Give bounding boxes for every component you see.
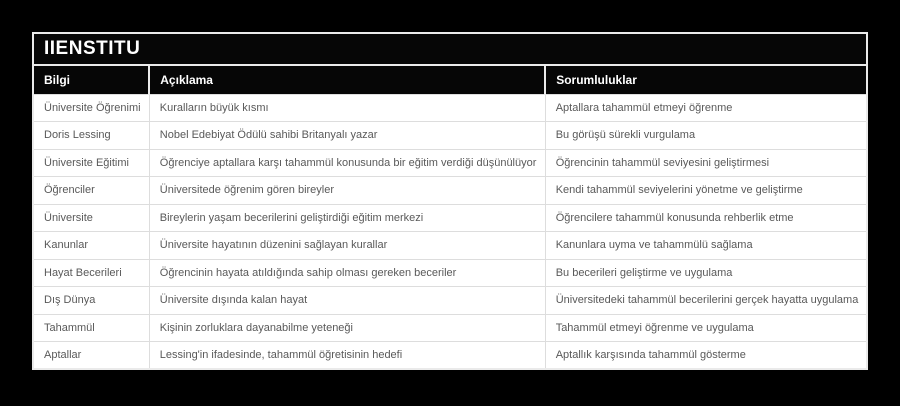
- table-cell: Kendi tahammül seviyelerini yönetme ve geliştirme: [545, 177, 867, 205]
- column-header-sorumluluklar: Sorumluluklar: [545, 65, 867, 94]
- table-cell: Üniversite dışında kalan hayat: [149, 287, 545, 315]
- table-row: [33, 259, 867, 287]
- table-row: [33, 342, 867, 370]
- table-cell: Aptallar: [33, 342, 149, 370]
- table-cell: Üniversite Eğitimi: [33, 149, 149, 177]
- table-cell: Üniversitede öğrenim gören bireyler: [149, 177, 545, 205]
- table-title: IIENSTITU: [33, 33, 867, 65]
- table-cell: Öğrencinin hayata atıldığında sahip olması gereken beceriler: [149, 259, 545, 287]
- table-cell: Kanunlar: [33, 232, 149, 260]
- table-cell: Tahammül etmeyi öğrenme ve uygulama: [545, 314, 867, 342]
- table-row: [33, 204, 867, 232]
- table-row: [33, 314, 867, 342]
- table-cell: Dış Dünya: [33, 287, 149, 315]
- table-row: [33, 232, 867, 260]
- table-cell: Aptallara tahammül etmeyi öğrenme: [545, 94, 867, 122]
- table-cell: Aptallık karşısında tahammül gösterme: [545, 342, 867, 370]
- table-cell: Kanunlara uyma ve tahammülü sağlama: [545, 232, 867, 260]
- info-table: [32, 32, 868, 370]
- table-cell: Üniversite hayatının düzenini sağlayan kurallar: [149, 232, 545, 260]
- table-cell: Öğrenciye aptallara karşı tahammül konusunda bir eğitim verdiği düşünülüyor: [149, 149, 545, 177]
- table-cell: Bu becerileri geliştirme ve uygulama: [545, 259, 867, 287]
- table-cell: Kuralların büyük kısmı: [149, 94, 545, 122]
- table-cell: Öğrencilere tahammül konusunda rehberlik etme: [545, 204, 867, 232]
- table-cell: Doris Lessing: [33, 122, 149, 150]
- table-cell: Üniversitedeki tahammül becerilerini gerçek hayatta uygulama: [545, 287, 867, 315]
- table-row: [33, 122, 867, 150]
- table-row: [33, 177, 867, 205]
- table-title-row: [33, 33, 867, 65]
- table-cell: Bu görüşü sürekli vurgulama: [545, 122, 867, 150]
- table-header-row: [33, 65, 867, 94]
- table-cell: Kişinin zorluklara dayanabilme yeteneği: [149, 314, 545, 342]
- table-cell: Hayat Becerileri: [33, 259, 149, 287]
- table-cell: Üniversite Öğrenimi: [33, 94, 149, 122]
- column-header-bilgi: Bilgi: [33, 65, 149, 94]
- table-row: [33, 287, 867, 315]
- table-cell: Tahammül: [33, 314, 149, 342]
- table-body: [33, 94, 867, 369]
- table-cell: Öğrencinin tahammül seviyesini geliştirmesi: [545, 149, 867, 177]
- table-row: [33, 94, 867, 122]
- table-cell: Bireylerin yaşam becerilerini geliştirdiği eğitim merkezi: [149, 204, 545, 232]
- table-cell: Öğrenciler: [33, 177, 149, 205]
- table-cell: Üniversite: [33, 204, 149, 232]
- table-cell: Lessing'in ifadesinde, tahammül öğretisinin hedefi: [149, 342, 545, 370]
- column-header-aciklama: Açıklama: [149, 65, 545, 94]
- table-row: [33, 149, 867, 177]
- table-cell: Nobel Edebiyat Ödülü sahibi Britanyalı yazar: [149, 122, 545, 150]
